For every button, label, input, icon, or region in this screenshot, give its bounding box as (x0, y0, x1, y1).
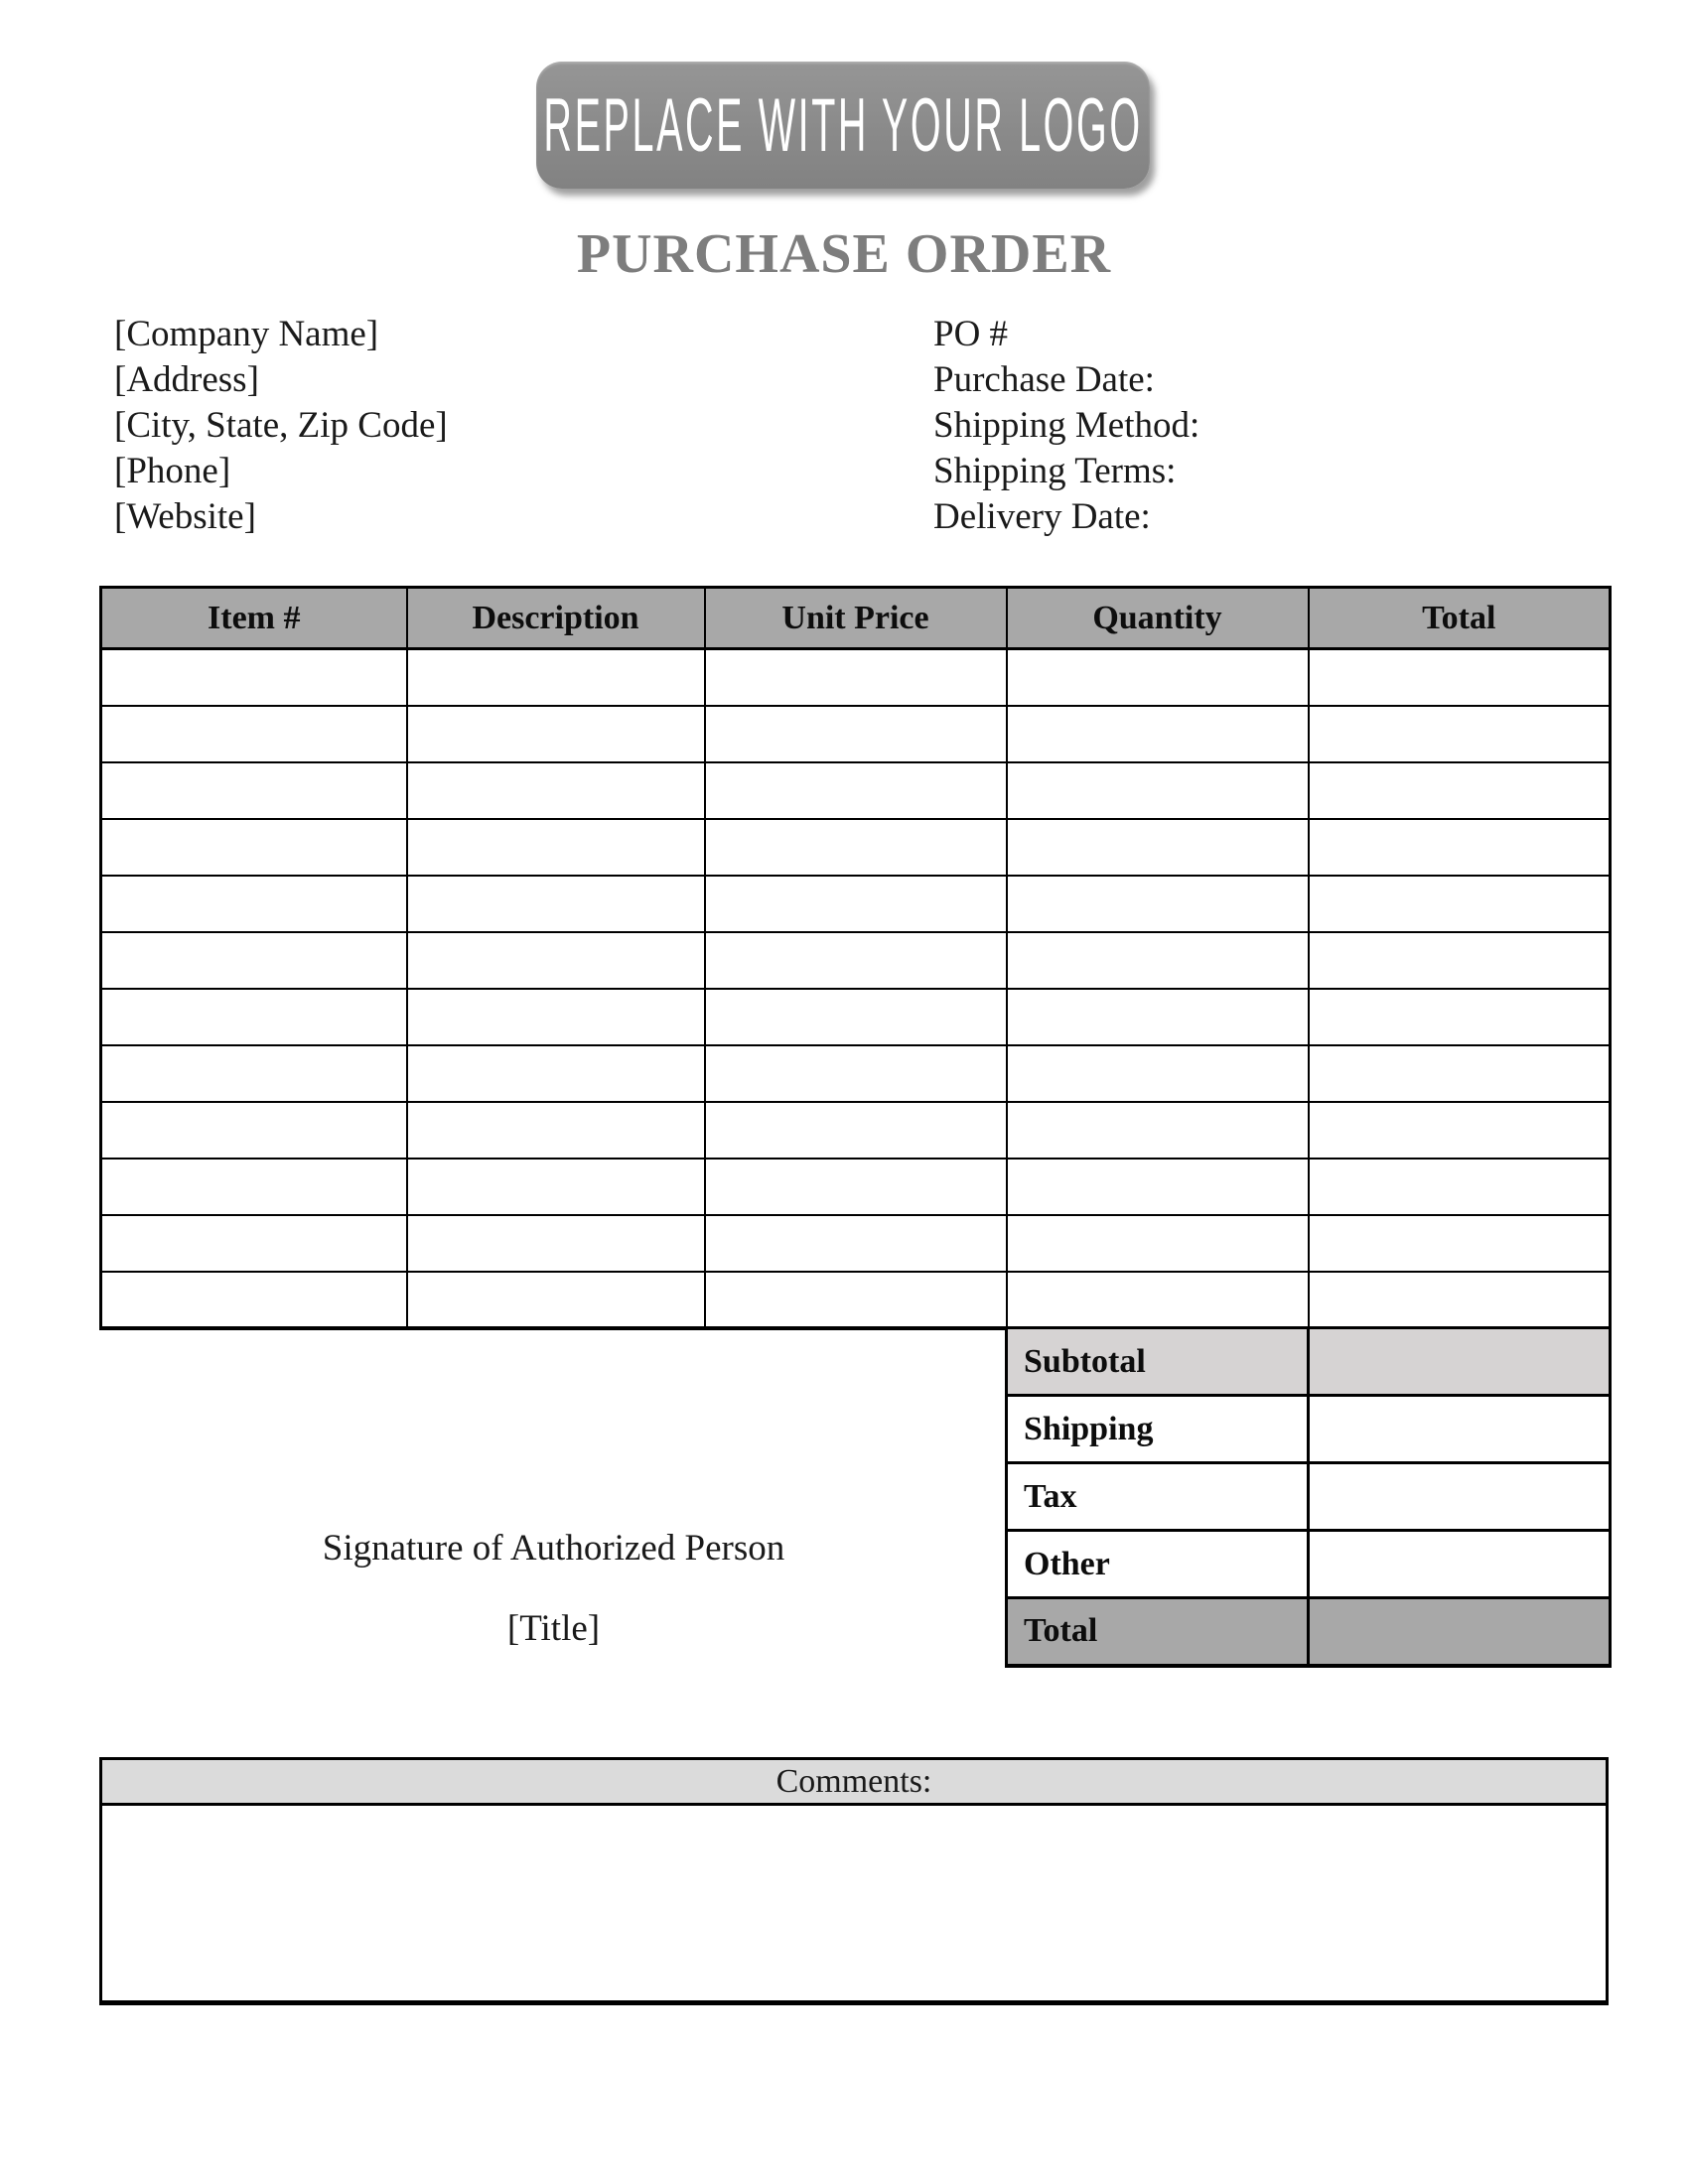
item-row (101, 1215, 1611, 1272)
item-cell[interactable] (1309, 876, 1611, 932)
logo-placeholder (536, 62, 1150, 189)
company-name-line: [Company Name] (114, 314, 379, 354)
item-cell[interactable] (1309, 932, 1611, 989)
subtotal-row (1007, 1328, 1611, 1396)
items-table (99, 586, 1612, 1330)
item-cell[interactable] (407, 876, 705, 932)
item-row (101, 706, 1611, 762)
item-cell[interactable] (407, 1272, 705, 1328)
item-cell[interactable] (407, 1045, 705, 1102)
tax-row (1007, 1463, 1611, 1531)
item-cell[interactable] (705, 1045, 1007, 1102)
col-header-item-number: Item # (101, 588, 407, 649)
order-info-block (933, 312, 1199, 540)
company-city-line: [City, State, Zip Code] (114, 405, 448, 446)
item-row (101, 649, 1611, 706)
other-label: Other (1007, 1531, 1309, 1598)
item-cell[interactable] (1007, 1215, 1309, 1272)
item-cell[interactable] (407, 762, 705, 819)
item-cell[interactable] (705, 1159, 1007, 1215)
item-cell[interactable] (705, 1215, 1007, 1272)
item-cell[interactable] (1309, 762, 1611, 819)
shipping-label: Shipping (1007, 1396, 1309, 1463)
item-cell[interactable] (1007, 989, 1309, 1045)
item-cell[interactable] (1007, 649, 1309, 706)
item-cell[interactable] (1007, 932, 1309, 989)
company-info-block (114, 312, 448, 540)
item-cell[interactable] (407, 989, 705, 1045)
item-cell[interactable] (101, 1272, 407, 1328)
page-title: PURCHASE ORDER (576, 223, 1112, 285)
item-row (101, 1102, 1611, 1159)
item-cell[interactable] (407, 932, 705, 989)
item-cell[interactable] (101, 876, 407, 932)
items-body (101, 649, 1611, 1328)
item-cell[interactable] (1309, 1159, 1611, 1215)
item-row (101, 762, 1611, 819)
item-cell[interactable] (101, 1045, 407, 1102)
total-value-cell[interactable] (1309, 1598, 1611, 1666)
shipping-terms-label: Shipping Terms: (933, 451, 1177, 491)
col-header-total: Total (1309, 588, 1611, 649)
item-cell[interactable] (101, 932, 407, 989)
item-cell[interactable] (1309, 1045, 1611, 1102)
shipping-row (1007, 1396, 1611, 1463)
item-cell[interactable] (407, 819, 705, 876)
shipping-value-cell[interactable] (1309, 1396, 1611, 1463)
item-cell[interactable] (705, 989, 1007, 1045)
company-website-line: [Website] (114, 496, 256, 537)
comments-header: Comments: (102, 1760, 1606, 1806)
item-row (101, 1272, 1611, 1328)
signature-title-placeholder: [Title] (506, 1608, 601, 1649)
item-cell[interactable] (705, 876, 1007, 932)
items-header-row (101, 588, 1611, 649)
item-cell[interactable] (101, 649, 407, 706)
item-cell[interactable] (1007, 762, 1309, 819)
item-row (101, 819, 1611, 876)
other-value-cell[interactable] (1309, 1531, 1611, 1598)
item-cell[interactable] (101, 989, 407, 1045)
col-header-quantity: Quantity (1007, 588, 1309, 649)
subtotal-value-cell[interactable] (1309, 1328, 1611, 1396)
item-cell[interactable] (101, 1102, 407, 1159)
item-cell[interactable] (407, 649, 705, 706)
shipping-method-label: Shipping Method: (933, 405, 1200, 446)
comments-input-area[interactable] (102, 1806, 1606, 2000)
item-cell[interactable] (407, 1159, 705, 1215)
item-cell[interactable] (1007, 706, 1309, 762)
item-cell[interactable] (705, 1102, 1007, 1159)
item-cell[interactable] (1309, 1215, 1611, 1272)
item-cell[interactable] (705, 649, 1007, 706)
col-header-unit-price: Unit Price (705, 588, 1007, 649)
item-cell[interactable] (705, 706, 1007, 762)
total-label: Total (1007, 1598, 1309, 1666)
item-cell[interactable] (1007, 1045, 1309, 1102)
item-cell[interactable] (705, 932, 1007, 989)
po-number-label: PO # (933, 314, 1009, 354)
item-cell[interactable] (1309, 1102, 1611, 1159)
item-cell[interactable] (407, 1102, 705, 1159)
company-address-line: [Address] (114, 359, 259, 400)
item-cell[interactable] (101, 706, 407, 762)
signature-block (99, 1527, 1008, 1650)
item-cell[interactable] (407, 706, 705, 762)
item-row (101, 876, 1611, 932)
tax-value-cell[interactable] (1309, 1463, 1611, 1531)
item-cell[interactable] (407, 1215, 705, 1272)
comments-section (99, 1757, 1609, 2005)
item-cell[interactable] (101, 1159, 407, 1215)
item-cell[interactable] (1309, 819, 1611, 876)
item-cell[interactable] (1007, 1159, 1309, 1215)
purchase-date-label: Purchase Date: (933, 359, 1155, 400)
other-row (1007, 1531, 1611, 1598)
delivery-date-label: Delivery Date: (933, 496, 1151, 537)
company-phone-line: [Phone] (114, 451, 231, 491)
total-row (1007, 1598, 1611, 1666)
item-cell[interactable] (1309, 989, 1611, 1045)
item-row (101, 932, 1611, 989)
item-cell[interactable] (705, 1272, 1007, 1328)
item-row (101, 989, 1611, 1045)
totals-table (1005, 1326, 1612, 1668)
col-header-description: Description (407, 588, 705, 649)
item-cell[interactable] (101, 1215, 407, 1272)
item-row (101, 1159, 1611, 1215)
item-cell[interactable] (1007, 876, 1309, 932)
item-cell[interactable] (705, 819, 1007, 876)
tax-label: Tax (1007, 1463, 1309, 1531)
item-cell[interactable] (1007, 1272, 1309, 1328)
item-cell[interactable] (1007, 1102, 1309, 1159)
item-cell[interactable] (101, 762, 407, 819)
signature-label: Signature of Authorized Person (322, 1528, 785, 1569)
item-cell[interactable] (1309, 649, 1611, 706)
subtotal-label: Subtotal (1007, 1328, 1309, 1396)
item-cell[interactable] (1309, 706, 1611, 762)
item-row (101, 1045, 1611, 1102)
item-cell[interactable] (1309, 1272, 1611, 1328)
logo-text: REPLACE WITH YOUR LOGO (543, 82, 1143, 168)
item-cell[interactable] (101, 819, 407, 876)
item-cell[interactable] (1007, 819, 1309, 876)
item-cell[interactable] (705, 762, 1007, 819)
